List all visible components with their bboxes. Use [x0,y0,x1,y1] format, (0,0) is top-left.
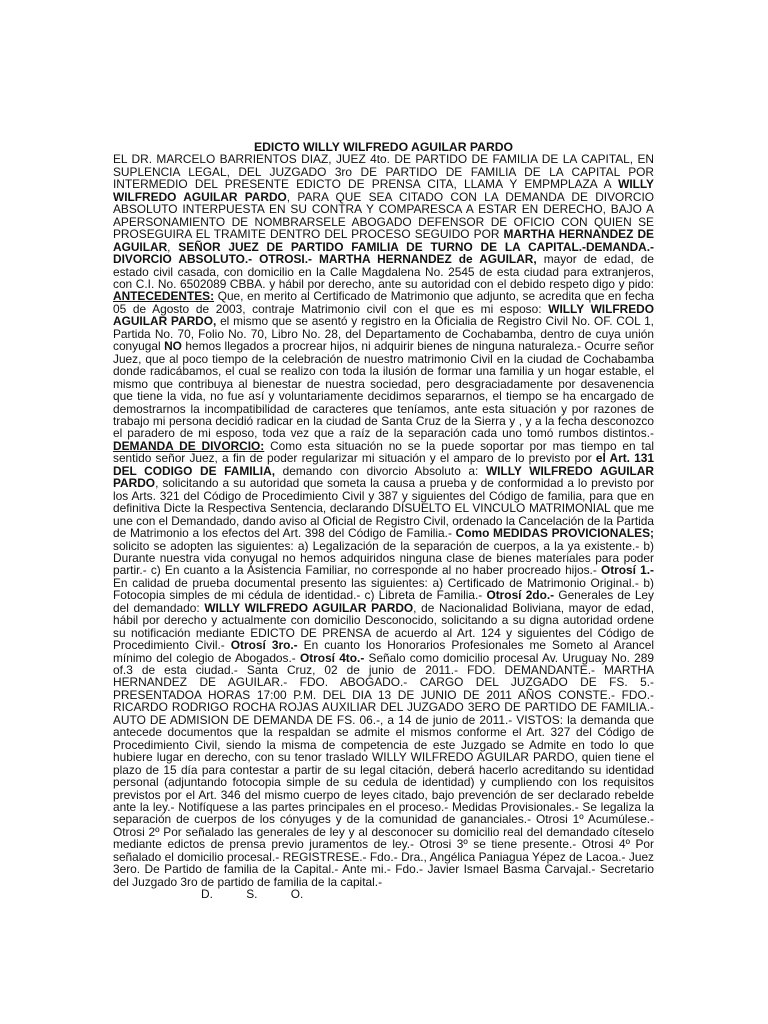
signature-o: O. [290,887,304,902]
body-run: EL DR. MARCELO BARRIENTOS DIAZ, JUEZ 4to. DE PARTIDO DE FAMILIA DE LA CAPITAL, EN SUPLENCIA LEGAL, DEL JUZGADO 3ro DE PARTIDO DE FAMILIA DE LA CAPITAL POR INTERMEDIO DEL PRESENTE EDICTO DE PRENSA CITA, LLAMA Y EMPMPLAZA A [113,152,654,192]
emphasis-run: Como MEDIDAS PROVICIONALES; [455,526,655,541]
emphasis-run: Otrosí 3ro.- [230,638,298,653]
body-run: , [167,239,179,254]
document-page [113,141,654,901]
emphasis-run: WILLY WILFREDO AGUILAR PARDO [113,463,654,491]
emphasis-run: Otrosí 1.- [600,563,654,578]
edict-body [113,153,654,888]
body-run: hemos llegados a procrear hijos, ni adquirir bienes de ninguna naturaleza.- Ocurre señor Juez, que al poco tiempo de la celebración de nuestro matrimonio Civil en la ciudad de Cochabamba donde radicábamos, el cual se realizo con toda la ilusión de formar una familia y un hogar estable, el mismo que contribuya al bienestar de nuestra sociedad, pero desgraciadamente por desavenencia que tiene la vida, no fue así y voluntariamente decidimos separarnos, el tiempo se ha encargado de demostrarnos la incompatibilidad de caracteres que teníamos, ante esta situación y por razones de trabajo mi persona decidió radicar en la ciudad de Santa Cruz de la Sierra y , y a la fecha desconozco el paradero de mi esposo, toda vez que a raíz de la separación cada uno tomó rumbos distintos.- [113,339,655,441]
body-run: Señalo como domicilio procesal Av. Uruguay No. 289 of.3 de esta ciudad.- Santa Cruz, 02 de junio de 2011.- FDO. DEMANDANTE.- MARTHA HERNANDEZ DE AGUILAR.- FDO. ABOGADO.- CARGO DEL JUZGADO DE FS. 5.- PRESENTADOA HORAS 17:00 P.M. DEL DIA 13 DE JUNIO DE 2011 AÑOS CONSTE.- FDO.- RICARDO RODRIGO ROCHA ROJAS AUXILIAR DEL JUZGADO 3ERO DE PARTIDO DE FAMILIA.- AUTO DE ADMISION DE DEMANDA DE FS. 06.-, a 14 de junio de 2011.- VISTOS: la demanda que antecede documentos que la respaldan se admite el mismos conforme el Art. 327 del Código de Procedimiento Civil, siendo la misma de competencia de este Juzgado se Admite en todo lo que hubiere lugar en derecho, con su tenor traslado WILLY WILFREDO AGUILAR PARDO, quien tiene el plazo de 15 día para contestar a partir de su legal citación, deberá hacerlo acreditando su identidad personal (adjuntando fotocopia simple de su cedula de identidad) y cumpliendo con los requisitos previstos por el Art. 346 del mismo cuerpo de leyes citado, bajo prevención de ser declarado rebelde ante la ley.- Notifíquese a las partes principales en el proceso.- Medidas Provisionales.- Se legaliza la separación de cuerpos de los cónyuges y de la comunidad de gananciales.- Otrosi 1º Acumúlese.- Otrosi 2º Por señalado las generales de ley y al desconocer su domicilio real del demandado cíteselo mediante edictos de prensa previo juramentos de ley.- Otrosi 3º se tiene presente.- Otrosi 4º Por señalado el domicilio procesal.- REGISTRESE.- Fdo.- Dra., Angélica Paniagua Yépez de Lacoa.- Juez 3ero. De Partido de familia de la Capital.- Ante mi.- Fdo.- Javier Ismael Basma Carvajal.- Secretario del Juzgado 3ro de partido de familia de la capital.- [113,650,654,889]
body-run: , de Nacionalidad Boliviana, mayor de edad, hábil por derecho y actualmente con domicilio Desconocido, solicitando a su digna autoridad ordene su notificación mediante EDICTO DE PRENSA de acuerdo al Art. 124 y siguientes del Código de Procedimiento Civil.- [113,600,654,653]
signature-s: S. [246,887,258,902]
body-run: Como esta situación no se la puede soportar por mas tiempo en tal sentido señor Juez, a fin de poder regularizar mi situación y el amparo de lo previsto por [113,438,654,466]
emphasis-run: Otrosí 4to.- [299,650,365,665]
body-run: , solicitando a su autoridad que someta la causa a prueba y de conformidad a lo previsto por los Arts. 321 del Código de Procedimiento Civil y 387 y siguientes del Código de familia, para que en definitiva Dicte la Respectiva Sentencia, declarando DISUELTO EL VINCULO MATRIMONIAL que me une con el Demandado, dando aviso al Oficial de Registro Civil, ordenado la Cancelación de la Partida de Matrimonio a los efectos del Art. 398 del Código de Familia.- [113,476,654,541]
emphasis-run: el Art. 131 DEL CODIGO DE FAMILIA, [113,451,654,478]
document-title: EDICTO WILLY WILFREDO AGUILAR PARDO [253,140,514,154]
emphasis-run: WILLY WILFREDO AGUILAR PARDO [113,177,654,204]
emphasis-run: Otrosí 2do.- [486,588,555,603]
emphasis-run: WILLY WILFREDO AGUILAR PARDO [204,600,414,615]
signature-line [113,888,654,900]
body-run: , PARA QUE SEA CITADO CON LA DEMANDA DE DIVORCIO ABSOLUTO INTERPUESTA EN SU CONTRA Y COMPARESCA A ESTAR EN DERECHO, BAJO A APERSONAMIENTO DE NOMBRARSELE ABOGADO DEFENSOR DE OFICIO CON QUIEN SE PROSEGUIRA EL TRAMITE DENTRO DEL PROCESO SEGUIDO POR [113,189,655,242]
body-run: Que, en merito al Certificado de Matrimonio que adjunto, se acredita que en fecha 05 de Agosto de 2003, contraje Matrimonio civil con el que es mi esposo: [113,289,654,316]
body-run: En calidad de prueba documental presento las siguientes: a) Certificado de Matrimonio Original.- b) Fotocopia simples de mi cédula de identidad.- c) Libreta de Familia.- [113,575,654,603]
body-run: solicito se adopten las siguientes: a) Legalización de la separación de cuerpos, a la ya existente.- b) Durante nuestra vida conyugal no hemos adquiridos ninguna clase de bienes materiales para poder partir.- c) En cuanto a la Asistencia Familiar, no corresponde al no haber procreado hijos.- [113,538,654,578]
body-run: el mismo que se asentó y registro en la Oficialia de Registro Civil No. OF. COL 1, Partida No. 70, Folio No. 70, Libro No. 28, del Departamento de Cochabamba, dentro de cuya unión conyugal [113,314,654,354]
emphasis-run: WILLY WILFREDO AGUILAR PARDO, [113,301,654,329]
signature-d: D. [201,887,213,902]
emphasis-run: MARTHA HERNANDEZ DE AGUILAR [113,227,654,254]
body-run: mayor de edad, de estado civil casada, con domicilio en la Calle Magdalena No. 2545 de esta ciudad para extranjeros, con C.I. No. 6502089 CBBA. y hábil por derecho, ante su autoridad con el debido respeto digo y pido: [113,252,654,291]
emphasis-run: ANTECEDENTES: [113,289,215,304]
emphasis-run: SEÑOR JUEZ DE PARTIDO FAMILIA DE TURNO DE LA CAPITAL.-DEMANDA.- DIVORCIO ABSOLUTO.- OTROSI.- MARTHA HERNANDEZ de AGUILAR, [113,239,655,267]
body-run: En cuanto los Honorarios Profesionales me Someto al Arancel mínimo del colegio de Abogados.- [113,638,654,665]
body-run: demando con divorcio Absoluto a: [275,463,486,478]
emphasis-run: NO [164,339,182,354]
emphasis-run: DEMANDA DE DIVORCIO: [113,438,265,453]
body-run: Generales de Ley del demandado: [113,588,654,615]
